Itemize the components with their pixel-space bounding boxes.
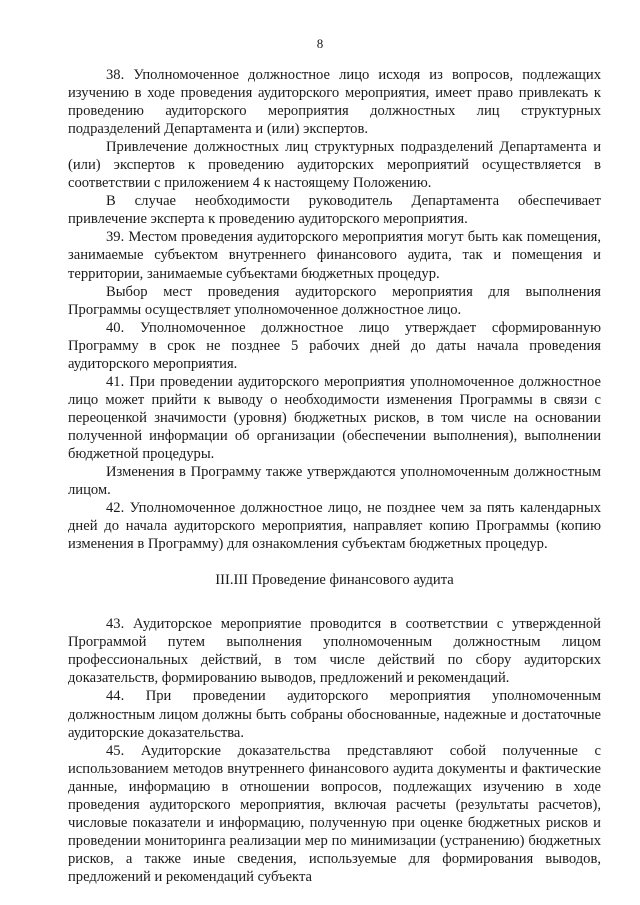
paragraph-39: 39. Местом проведения аудиторского мероприятия могут быть как помещения, занимаемые субъектом внутреннего финансового аудита, так и помещения и территории, занимаемые субъектами бюджетных процедур. [68,229,601,282]
page-number: 8 [316,36,324,51]
paragraph-43: 43. Аудиторское мероприятие проводится в соответствии с утвержденной Программой путем выполнения уполномоченным должностным лицом профессиональных действий, в том числе действий по сбору аудиторских доказательств, формированию выводов, предложений и рекомендаций. [68,616,601,687]
paragraph-42: 42. Уполномоченное должностное лицо, не позднее чем за пять календарных дней до начала аудиторского мероприятия, направляет копию Программы (копию изменения в Программу) для ознакомления субъектам бюджетных процедур. [68,500,601,553]
paragraph-38-expert: В случае необходимости руководитель Департамента обеспечивает привлечение эксперта к проведению аудиторского мероприятия. [68,193,601,228]
paragraph-40: 40. Уполномоченное должностное лицо утверждает сформированную Программу в срок не позднее 5 рабочих дней до даты начала проведения аудиторского мероприятия. [68,319,601,372]
paragraph-45: 45. Аудиторские доказательства представляют собой полученные с использованием методов внутреннего финансового аудита документы и фактические данные, информацию в отношении вопросов, подлежащих изучению в ходе проведения аудиторского мероприятия, включая расчеты (результаты расчетов), числовые показатели и информацию, полученную при оценке бюджетных рисков и проведении мониторинга реализации мер по минимизации (устранению) бюджетных рисков, а также иные сведения, используемые для формирования выводов, предложений и рекомендаций субъекта [68,742,601,885]
paragraph-38: 38. Уполномоченное должностное лицо исходя из вопросов, подлежащих изучению в ходе проведения аудиторского мероприятия, имеет право привлекать к проведению аудиторского мероприятия должностных лиц структурных подразделений Департамента и (или) экспертов. [68,67,601,138]
document-body [68,66,601,886]
section-heading: III.III Проведение финансового аудита [215,572,454,589]
paragraph-39-location-choice: Выбор мест проведения аудиторского мероприятия для выполнения Программы осуществляет уполномоченное должностное лицо. [68,283,601,318]
paragraph-44: 44. При проведении аудиторского мероприятия уполномоченным должностным лицом должны быть собраны обоснованные, надежные и достаточные аудиторские доказательства. [68,688,601,741]
paragraph-41: 41. При проведении аудиторского мероприятия уполномоченное должностное лицо может прийти к выводу о необходимости изменения Программы в связи с переоценкой значимости (уровня) бюджетных рисков, в том числе на основании полученной информации об организации (обеспечении выполнения), выполнении бюджетной процедуры. [68,373,601,462]
paragraph-41-changes: Изменения в Программу также утверждаются уполномоченным должностным лицом. [68,464,601,499]
paragraph-38-involvement: Привлечение должностных лиц структурных подразделений Департамента и (или) экспертов к проведению аудиторских мероприятий осуществляется в соответствии с приложением 4 к настоящему Положению. [68,139,601,192]
